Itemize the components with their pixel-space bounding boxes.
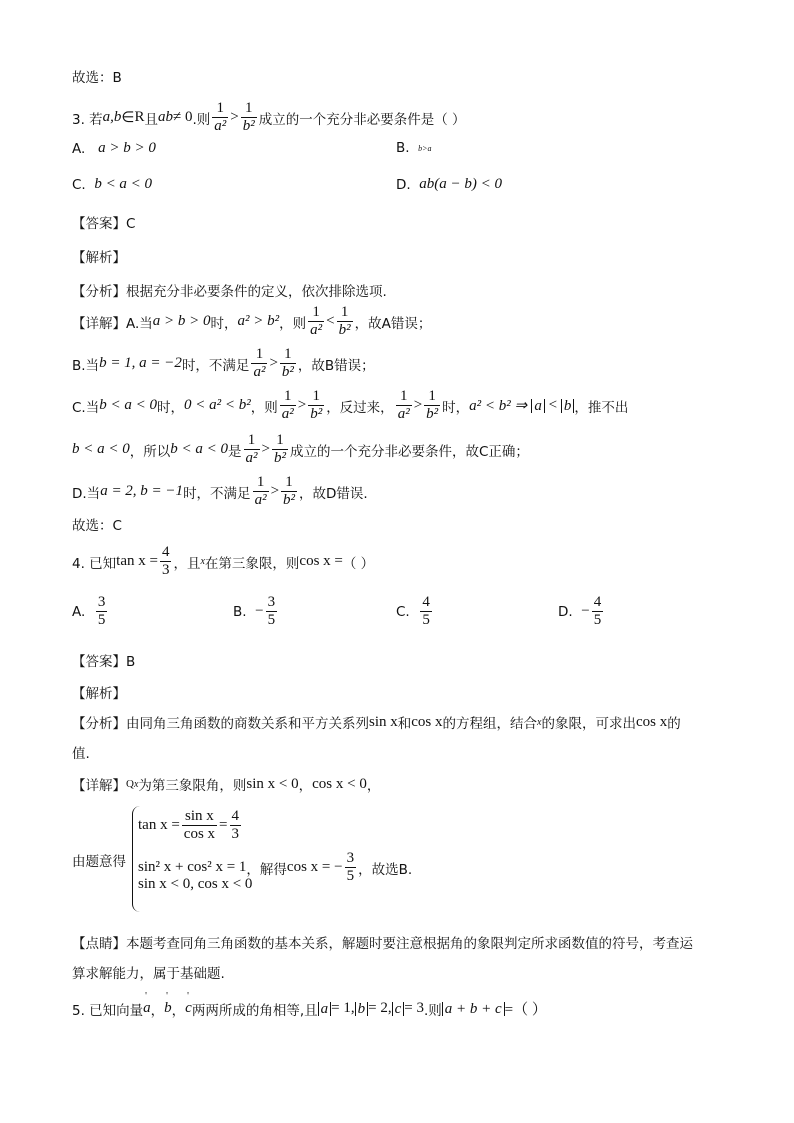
- q3-option-c: C. b < a < 0: [72, 176, 153, 193]
- q4-fenxi: 【分析】由同角三角函数的商数关系和平方关系列 sin x 和 cos x 的方程组，结合 x 的象限，可求出 cos x 的: [72, 713, 681, 732]
- q3-jiexi: 【解析】: [72, 250, 126, 266]
- q4-option-c: C. $\frac{4}{5}$: [396, 594, 430, 628]
- q3-option-a: A. a > b > 0: [72, 140, 156, 157]
- q4-xiangjie: 【详解】 Q x 为第三象限角，则 sin x < 0 ， cos x < 0 ，: [72, 775, 381, 794]
- q3-xiangjie-b: B.当 b = 1, a = −2 时，不满足 $\frac{1}{\text{a²}}$ > $\frac{1}{\text{b²}}$ ，故B错误；: [72, 346, 375, 380]
- q4-jiexi: 【解析】: [72, 686, 126, 702]
- q4-option-d: D. − $\frac{4}{5}$: [558, 594, 602, 628]
- q3-final: 故选：C: [72, 518, 122, 534]
- q3-tail: 成立的一个充分非必要条件是（ ）: [258, 111, 466, 128]
- q3-option-b: B. b>a: [396, 140, 432, 156]
- q4-system-lead: 由题意得: [72, 854, 126, 870]
- system-row-3: sin x < 0, cos x < 0: [138, 876, 253, 892]
- q4-answer: 【答案】B: [72, 654, 136, 670]
- q3-and: 且: [144, 111, 159, 128]
- q3-ab: ab: [158, 109, 174, 125]
- q3-ne-zero: ≠ 0: [173, 109, 193, 125]
- q4-option-a: A. $\frac{3}{5}$: [72, 594, 106, 628]
- q4-fenxi-2: 值.: [72, 746, 90, 762]
- q5-stem: 5. 已知向量 ' a ， ' b ， ' c 两两所成的角相等,且 a = 1, b = 2, c = 3 .则 a + b + c =（ ）: [72, 998, 547, 1019]
- q4-stem: 4. 已知 tan x = $\frac{4}{3}$ ，且 x 在第三象限，则 cos x = （ ）: [72, 544, 375, 578]
- q3-xiangjie-c2: b < a < 0 ，所以 b < a < 0 是 $\frac{1}{\text{a²}}$ > $\frac{1}{\text{b²}}$ 成立的一个充分非必要条件，故C正确；: [72, 432, 529, 466]
- system-row-1: tan x = $\frac{\text{sin x}}{\text{cos x}}$ = $\frac{4}{3}$: [138, 808, 240, 842]
- prev-answer: 故选：B: [72, 70, 122, 86]
- prev-answer-line: [72, 66, 122, 86]
- q3-xiangjie-d: D.当 a = 2, b = −1 时，不满足 $\frac{1}{\text{a²}}$ > $\frac{1}{\text{b²}}$ ，故D错误.: [72, 474, 368, 508]
- q3-xiangjie-c: C.当 b < a < 0 时， 0 < a² < b² ，则 $\frac{1}{\text{a²}}$ > $\frac{1}{\text{b²}}$ ，反过来， $\frac{1}{\text{a²}}$ > $\frac{1}{\text{b²}}$ 时， a² < b² ⇒ a < b ，推不出: [72, 388, 629, 422]
- q3-then: .则: [192, 111, 211, 128]
- q3-option-d: D. ab(a − b) < 0: [396, 176, 503, 193]
- q3-answer: 【答案】C: [72, 216, 136, 232]
- q4-option-b: B. − $\frac{3}{5}$: [233, 594, 276, 628]
- q3-frac-inv-b2: $\frac{1}{\text{b²}}$: [242, 100, 255, 134]
- q3-fenxi: 【分析】根据充分非必要条件的定义，依次排除选项.: [72, 284, 387, 300]
- q3-in-symbol: ∈: [121, 110, 135, 126]
- q3-number: 3. 若: [72, 111, 103, 128]
- q3-vars: a,b: [102, 109, 122, 125]
- q3-xiangjie-a: 【详解】A.当 a > b > 0 时， a² > b² ，则 $\frac{1}{\text{a²}}$ < $\frac{1}{\text{b²}}$ ，故A错误；: [72, 304, 432, 338]
- q4-dianjing-2: 算求解能力，属于基础题.: [72, 966, 225, 982]
- q3-real-set: R: [134, 109, 145, 125]
- q3-stem: 3. 若 a,b ∈ R 且 ab ≠ 0 .则 $\frac{1}{\text{a²}}$ > $\frac{1}{\text{b²}}$ 成立的一个充分非必要条件是（ ）: [72, 100, 466, 134]
- q4-dianjing: 【点睛】本题考查同角三角函数的基本关系，解题时要注意根据角的象限判定所求函数值的符号，考查运: [72, 936, 693, 952]
- q3-frac-inv-a2: $\frac{1}{\text{a²}}$: [214, 100, 227, 134]
- system-row-2: sin² x + cos² x = 1 ，解得 cos x = − $\frac{3}{5}$ ，故选B.: [138, 850, 413, 884]
